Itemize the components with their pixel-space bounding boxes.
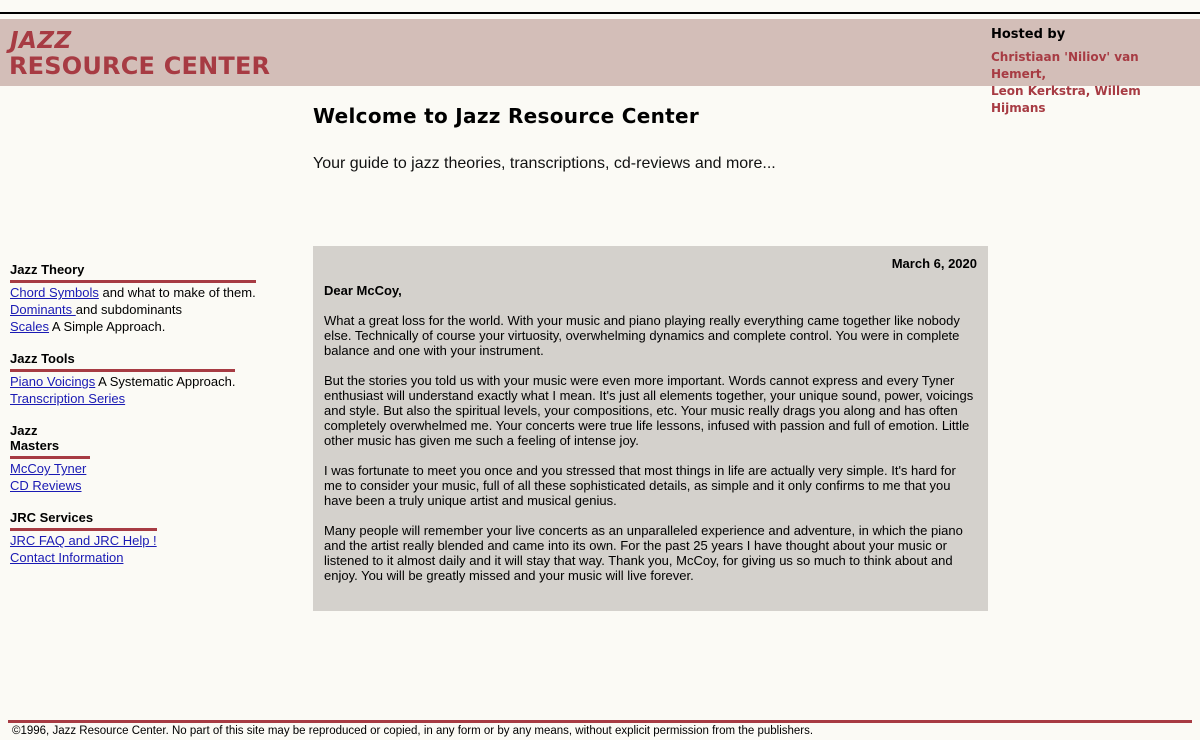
footer-divider <box>8 720 1192 723</box>
piano-voicings-desc: A Systematic Approach. <box>95 374 236 389</box>
copyright-notice: ©1996, Jazz Resource Center. No part of this site may be reproduced or copied, in any form or by any means, without explicit permission from the publishers. <box>12 725 814 737</box>
sidebar-section-tools <box>10 351 280 407</box>
piano-voicings-link[interactable]: Piano Voicings <box>10 374 96 389</box>
cd-reviews-link[interactable]: CD Reviews <box>10 478 82 493</box>
dominants-link[interactable]: Dominants <box>10 302 76 317</box>
top-divider <box>0 12 1200 14</box>
letter-paragraph: What a great loss for the world. With your music and piano playing really everything came together like nobody else. Technically of course your virtuosity, overwhelming dynamics and complete control. You were in complete balance and one with your instrument. <box>324 313 960 358</box>
sidebar-row-cd-reviews <box>10 477 280 494</box>
logo-line1[interactable]: JAZZ <box>10 28 72 54</box>
hosted-by-label: Hosted by <box>991 27 1066 42</box>
mccoy-tyner-link[interactable]: McCoy Tyner <box>10 461 87 476</box>
hosts-list <box>991 49 1196 117</box>
hosts-line2: Leon Kerkstra, Willem Hijmans <box>991 84 1141 115</box>
sidebar <box>10 262 280 582</box>
contact-information-link[interactable]: Contact Information <box>10 550 124 565</box>
sidebar-heading-theory: Jazz Theory <box>10 262 256 283</box>
sidebar-heading-masters: Jazz Masters <box>10 423 90 459</box>
letter-date: March 6, 2020 <box>891 256 977 271</box>
letter-paragraph: Many people will remember your live concerts as an unparalleled experience and adventure, in which the piano and the artist really blended and came into its own. For the past 25 years I have thought about your music or listened to it almost daily and it will stay that way. Thank you, McCoy, for giving us so much to think about and enjoy. You will be greatly missed and your music will live forever. <box>324 523 963 583</box>
sidebar-row-mccoy <box>10 460 280 477</box>
scales-link[interactable]: Scales <box>10 319 50 334</box>
transcription-series-link[interactable]: Transcription Series <box>10 391 126 406</box>
sidebar-row-contact <box>10 549 280 566</box>
letter-greeting: Dear McCoy, <box>324 283 402 298</box>
sidebar-row-chord-symbols <box>10 284 280 301</box>
letter-paragraph: But the stories you told us with your music were even more important. Words cannot express and every Tyner enthusiast will understand exactly what I mean. It's just all elements together, your unique sound, power, voicings and style. But also the spiritual levels, your compositions, etc. Your music really drags you along and has often completely overwhelmed me. Your concerts were true life lessons, infused with passion and full of emotion. Little other music has given me such a feeling of intense joy. <box>324 373 974 448</box>
scales-desc: A Simple Approach. <box>49 319 166 334</box>
dominants-desc: and subdominants <box>75 302 182 317</box>
jrc-faq-link[interactable]: JRC FAQ and JRC Help ! <box>10 533 157 548</box>
header-banner <box>0 19 1200 115</box>
page-title: Welcome to Jazz Resource Center <box>313 104 700 128</box>
sidebar-heading-tools: Jazz Tools <box>10 351 235 372</box>
chord-symbols-desc: and what to make of them. <box>98 285 256 300</box>
hosts-line1: Christiaan 'Niliov' van Hemert, <box>991 50 1139 81</box>
sidebar-row-dominants <box>10 301 280 318</box>
sidebar-row-piano-voicings <box>10 373 280 390</box>
sidebar-section-masters <box>10 423 280 494</box>
sidebar-row-faq <box>10 532 280 549</box>
sidebar-heading-services: JRC Services <box>10 510 157 531</box>
letter-paragraph: I was fortunate to meet you once and you stressed that most things in life are actually very simple. It's hard for me to consider your music, full of all these sophisticated details, as simple and it only confirms to me that you have been a truly unique artist and musical genius. <box>324 463 956 508</box>
logo-line2[interactable]: RESOURCE CENTER <box>9 52 271 80</box>
chord-symbols-link[interactable]: Chord Symbols <box>10 285 99 300</box>
sidebar-row-transcription <box>10 390 280 407</box>
sidebar-row-scales <box>10 318 280 335</box>
sidebar-section-theory <box>10 262 280 335</box>
sidebar-section-services <box>10 510 280 566</box>
tribute-letter <box>313 246 988 611</box>
page-subtitle: Your guide to jazz theories, transcriptions, cd-reviews and more... <box>313 155 776 172</box>
